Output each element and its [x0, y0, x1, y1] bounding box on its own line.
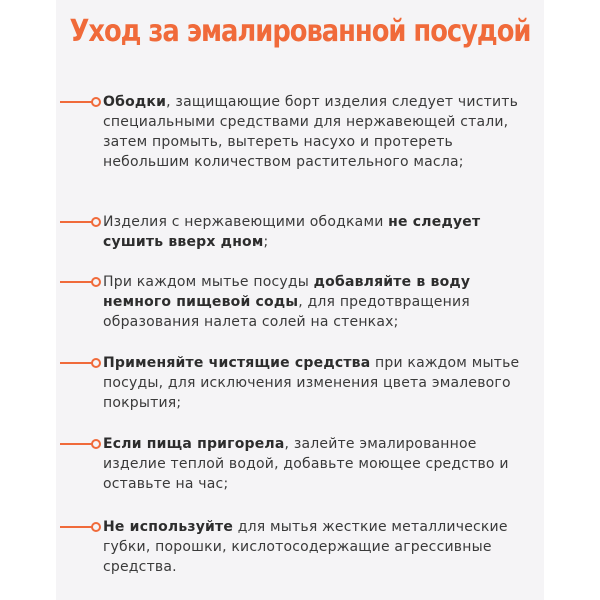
bullet-icon	[60, 277, 100, 287]
bullet-icon	[60, 358, 100, 368]
list-item-text	[103, 272, 523, 332]
list-item-text	[103, 434, 523, 494]
plain-text: ;	[263, 234, 269, 250]
bold-text: Не используйте	[103, 519, 234, 535]
plain-text: для мытья жесткие металлические губки, порошки, кислотосодержащие агрессивные средства.	[103, 519, 508, 575]
page-title: Уход за эмалированной посудой	[69, 14, 531, 49]
list-item-text	[103, 353, 523, 413]
bullet-icon	[60, 97, 100, 107]
bold-text: не следует сушить вверх дном	[103, 214, 481, 250]
bold-text: Применяйте чистящие средства	[103, 355, 371, 371]
plain-text: , залейте эмалированное изделие теплой водой, добавьте моющее средство и оставьте на час;	[103, 436, 509, 492]
plain-text: При каждом мытье посуды	[103, 274, 314, 290]
list-item-text	[103, 517, 523, 577]
list-item-text	[103, 212, 523, 252]
list-item-text	[103, 92, 523, 172]
bullet-icon	[60, 522, 100, 532]
bullet-icon	[60, 439, 100, 449]
bold-text: Если пища пригорела	[103, 436, 285, 452]
plain-text: при каждом мытье посуды, для исключения изменения цвета эмалевого покрытия;	[103, 355, 520, 411]
plain-text: Изделия с нержавеющими ободками	[103, 214, 389, 230]
bullet-icon	[60, 217, 100, 227]
bold-text: Ободки	[103, 94, 167, 110]
plain-text: , защищающие борт изделия следует чистить специальными средствами для нержавеющей стали, затем промыть, вытереть насухо и протереть небольшим количеством растительного масла;	[103, 94, 519, 170]
plain-text: , для предотвращения образования налета солей на стенках;	[103, 294, 470, 330]
bold-text: добавляйте в воду немного пищевой соды	[103, 274, 471, 310]
